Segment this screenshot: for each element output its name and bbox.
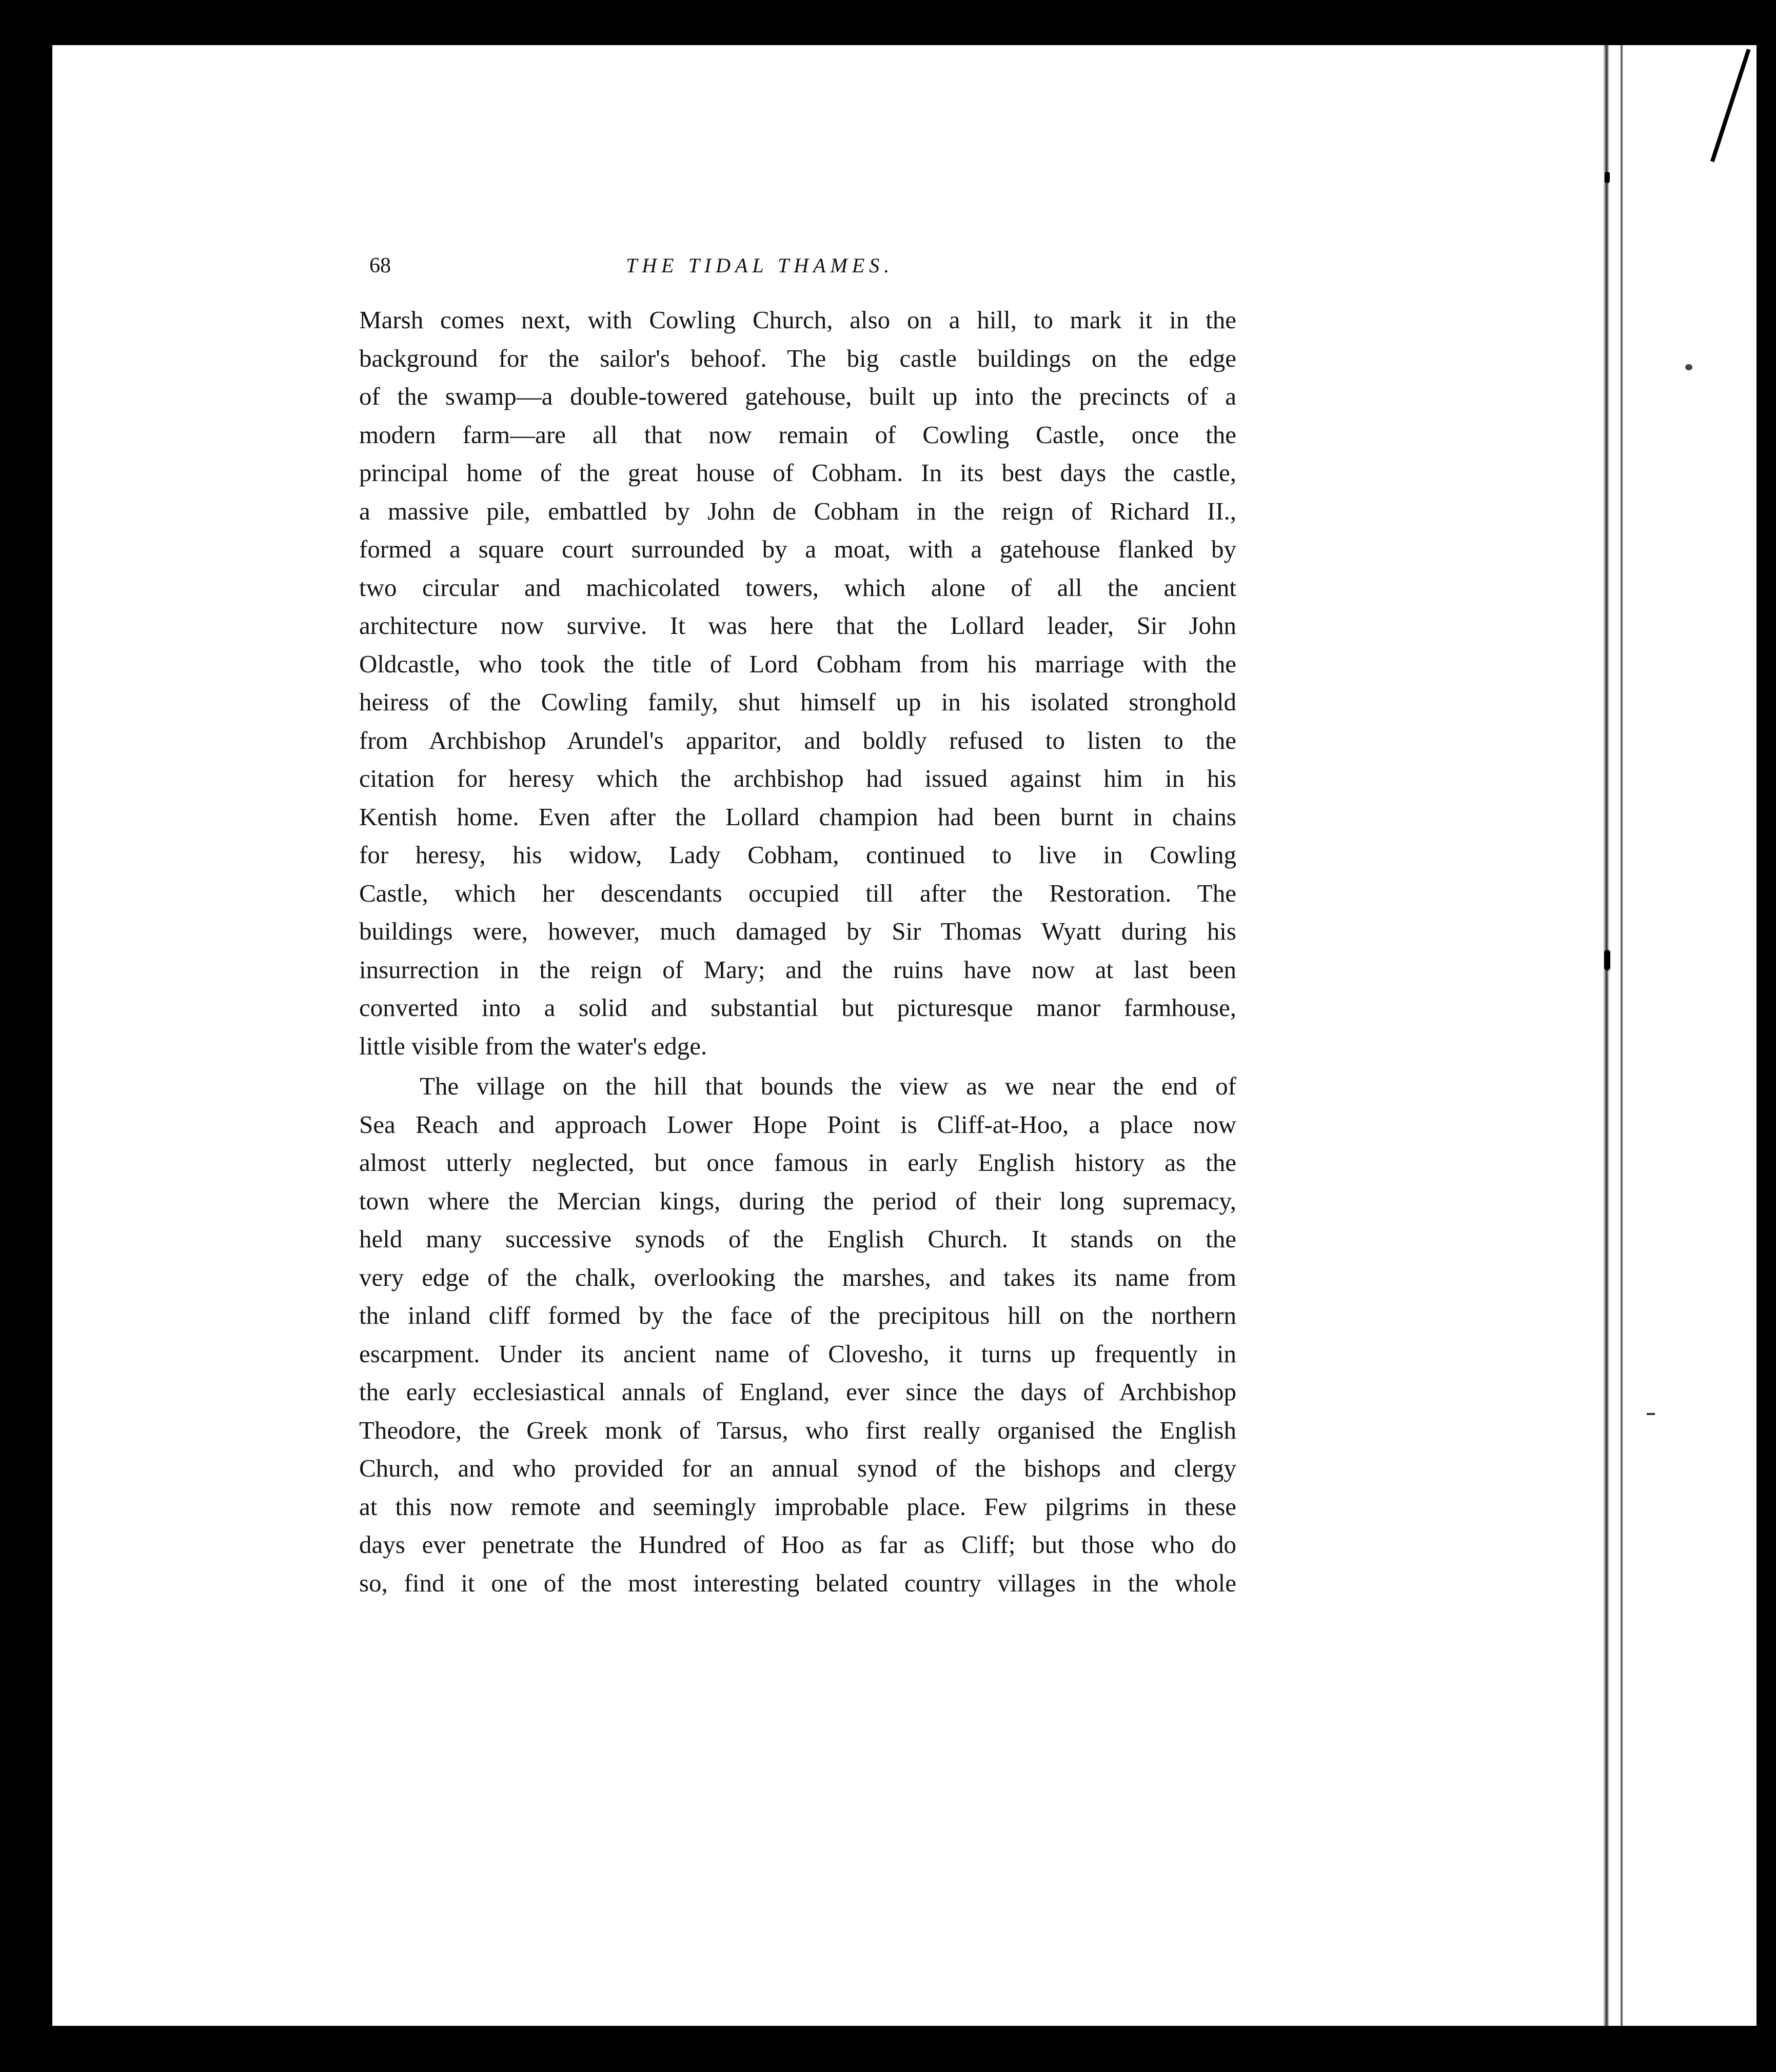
text-line: a massive pile, embattled by John de Cobham in the reign of Richard II.,: [359, 496, 1236, 525]
scan-edge-mark: [7, 708, 10, 795]
text-line: of the swamp—a double-towered gatehouse, built up into the precincts of a: [359, 382, 1236, 410]
text-line: principal home of the great house of Cobham. In its best days the castle,: [359, 459, 1236, 487]
text-line: from Archbishop Arundel's apparitor, and boldly refused to listen to the: [359, 726, 1236, 754]
scan-speck: [1647, 1413, 1655, 1415]
text-line: the inland cliff formed by the face of the precipitous hill on the northern: [359, 1301, 1236, 1329]
paragraph: [359, 1067, 1236, 1602]
text-line: escarpment. Under its ancient name of Clovesho, it turns up frequently in: [359, 1339, 1236, 1368]
facing-page-edge: [1623, 45, 1757, 2026]
text-line: so, find it one of the most interesting belated country villages in the whole: [359, 1568, 1236, 1597]
text-line: Marsh comes next, with Cowling Church, also on a hill, to mark it in the: [359, 306, 1236, 334]
text-line: for heresy, his widow, Lady Cobham, continued to live in Cowling: [359, 841, 1236, 869]
text-line: very edge of the chalk, overlooking the marshes, and takes its name from: [359, 1263, 1236, 1291]
text-line: Castle, which her descendants occupied till after the Restoration. The: [359, 879, 1236, 907]
text-line: Church, and who provided for an annual synod of the bishops and clergy: [359, 1454, 1236, 1482]
text-line: formed a square court surrounded by a moat, with a gatehouse flanked by: [359, 535, 1236, 563]
text-line: heiress of the Cowling family, shut himself up in his isolated stronghold: [359, 688, 1236, 716]
text-line: insurrection in the reign of Mary; and the ruins have now at last been: [359, 955, 1236, 984]
text-line: Sea Reach and approach Lower Hope Point is Cliff-at-Hoo, a place now: [359, 1110, 1236, 1139]
text-line: modern farm—are all that now remain of Cowling Castle, once the: [359, 420, 1236, 449]
text-line: buildings were, however, much damaged by Sir Thomas Wyatt during his: [359, 917, 1236, 945]
scan-speck: [1685, 364, 1692, 370]
text-line: little visible from the water's edge.: [359, 1031, 707, 1060]
running-title: THE TIDAL THAMES.: [626, 254, 894, 277]
text-line: two circular and machicolated towers, which alone of all the ancient: [359, 573, 1236, 602]
text-line: Theodore, the Greek monk of Tarsus, who first really organised the English: [359, 1416, 1236, 1444]
text-line: Kentish home. Even after the Lollard champion had been burnt in chains: [359, 802, 1236, 831]
text-line: the early ecclesiastical annals of England, ever since the days of Archbishop: [359, 1378, 1236, 1406]
text-line: days ever penetrate the Hundred of Hoo as far as Cliff; but those who do: [359, 1530, 1236, 1559]
binding-thread-mark: [1604, 950, 1610, 970]
paragraph: [359, 301, 1236, 1065]
text-line: town where the Mercian kings, during the period of their long supremacy,: [359, 1186, 1236, 1215]
text-line: almost utterly neglected, but once famous in early English history as the: [359, 1148, 1236, 1177]
running-head: [369, 250, 1411, 286]
text-line: background for the sailor's behoof. The big castle buildings on the edge: [359, 344, 1236, 372]
text-line: converted into a solid and substantial but picturesque manor farmhouse,: [359, 993, 1236, 1022]
body-text: [359, 301, 1236, 1602]
text-line: Oldcastle, who took the title of Lord Cobham from his marriage with the: [359, 649, 1236, 678]
text-line: The village on the hill that bounds the view as we near the end of: [420, 1072, 1236, 1100]
text-line: architecture now survive. It was here that the Lollard leader, Sir John: [359, 611, 1236, 640]
text-line: at this now remote and seemingly improbable place. Few pilgrims in these: [359, 1492, 1236, 1521]
text-line: citation for heresy which the archbishop had issued against him in his: [359, 764, 1236, 792]
page-gutter-fold: [1603, 45, 1609, 2026]
page-number: 68: [369, 254, 391, 277]
text-line: held many successive synods of the English Church. It stands on the: [359, 1225, 1236, 1253]
binding-thread-mark: [1605, 172, 1610, 183]
